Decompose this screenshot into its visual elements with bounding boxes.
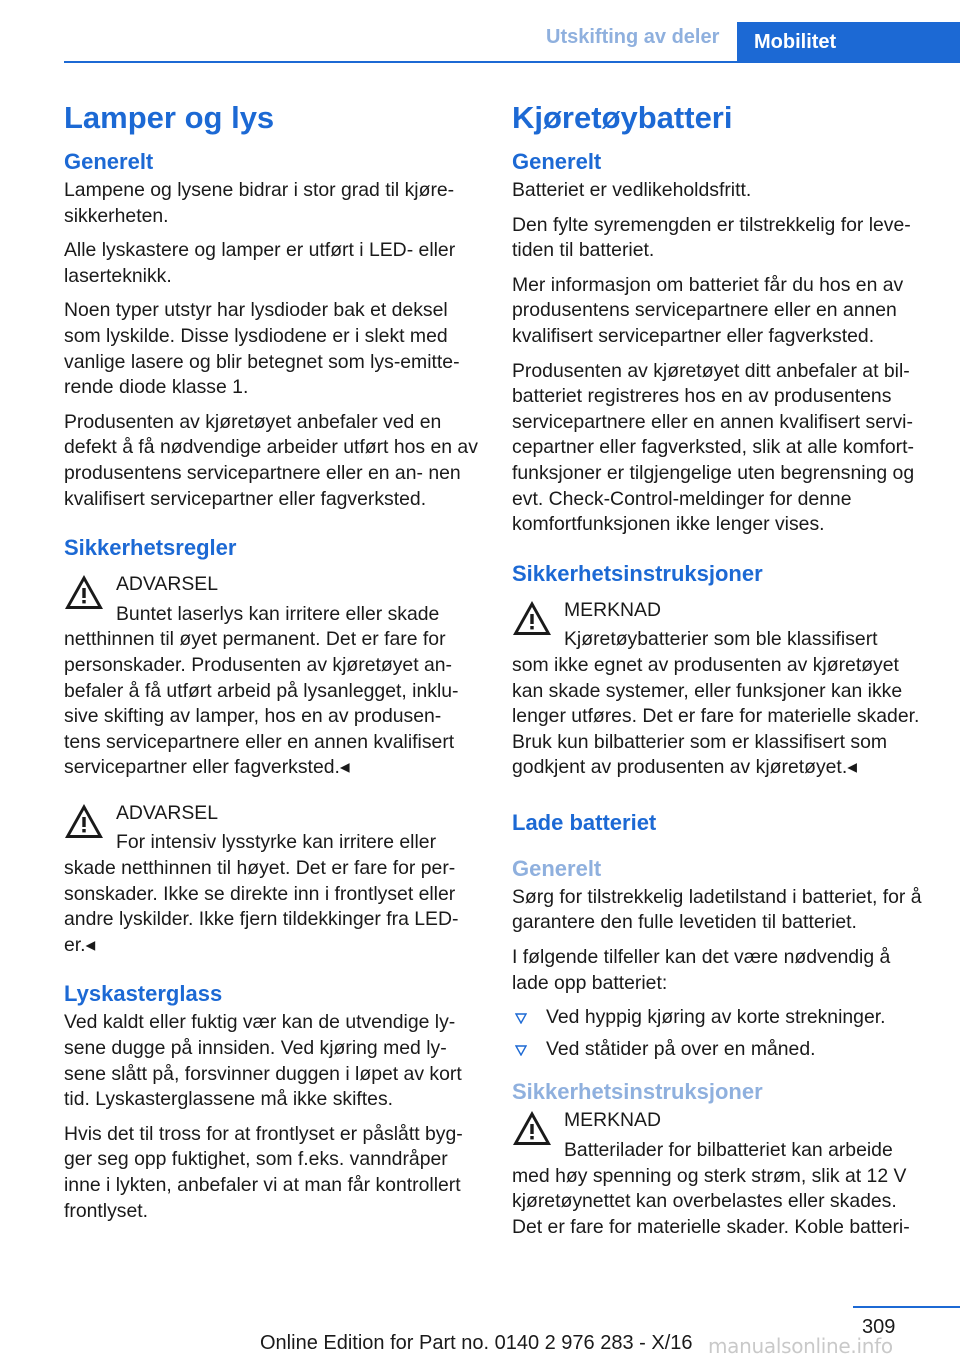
list-item-text: Ved hyppig kjøring av korte strekninger. xyxy=(546,1006,886,1029)
heading-charge-general: Generelt xyxy=(512,855,602,881)
warning-block xyxy=(64,801,482,959)
heading-headlight-glass: Lyskasterglass xyxy=(64,981,223,1007)
list-item-text: Ved ståtider på over en måned. xyxy=(546,1037,816,1060)
list-item xyxy=(512,1005,928,1031)
paragraph: Mer informasjon om batteriet får du hos en av produsentens servicepartnere eller en annen kvalifisert servicepartner eller fagverksted. xyxy=(512,273,904,347)
list-item xyxy=(512,1037,928,1063)
notice-text: som ikke egnet av produsenten av kjøretøyet kan skade systemer, eller funksjoner kan ikke lenger utføres. Det er fare for materielle skader. Bruk kun bilbatterier som er klassifisert som godkjent av produsenten av kjøretøyet.◂ xyxy=(512,653,920,779)
warning-label: ADVARSEL xyxy=(116,573,219,596)
warning-triangle-icon xyxy=(64,803,104,839)
warning-text: netthinnen til øyet permanent. Det er fare for personskader. Produsenten av kjøretøyet an- befaler å få utført arbeid på lysanlegget, inklu- sive skifting av lamper, hos en av produsen- tens servicepartnere eller en annen kvalifisert servicepartner eller fagverksted.◂ xyxy=(64,628,459,779)
page-number: 309 xyxy=(862,1316,896,1338)
heading-safety-instructions: Sikkerhetsinstruksjoner xyxy=(512,560,763,586)
heading-general: Generelt xyxy=(512,149,602,174)
paragraph: Produsenten av kjøretøyet anbefaler ved en defekt å få nødvendige arbeider utført hos en av produsentens servicepartnere eller en an- nen kvalifisert servicepartner eller fagverksted. xyxy=(64,410,478,510)
header-chapter-tab: Mobilitet xyxy=(737,22,960,62)
page-number-rule xyxy=(853,1306,960,1308)
notice-block xyxy=(512,1108,928,1240)
warning-block xyxy=(64,572,482,781)
heading-charge-safety: Sikkerhetsinstruksjoner xyxy=(512,1079,763,1105)
warning-text-first: For intensiv lysstyrke kan irritere eller xyxy=(116,831,437,854)
warning-text-first: Buntet laserlys kan irritere eller skade xyxy=(116,602,440,625)
right-column xyxy=(512,98,928,1260)
warning-label: ADVARSEL xyxy=(116,801,219,824)
paragraph: Lampene og lysene bidrar i stor grad til kjøre- sikkerheten. xyxy=(64,179,455,227)
paragraph: I følgende tilfeller kan det være nødvendig å lade opp batteriet: xyxy=(512,946,891,994)
paragraph: Sørg for tilstrekkelig ladetilstand i batteriet, for å garantere den fulle levetiden til batteriet. xyxy=(512,885,922,934)
notice-label: MERKNAD xyxy=(564,1109,661,1132)
warning-text: skade netthinnen til høyet. Det er fare for per- sonskader. Ikke se direkte inn i frontlyset eller andre lyskilder. Ikke fjern tildekkinger fra LED- er.◂ xyxy=(64,857,459,956)
warning-triangle-icon xyxy=(512,1110,552,1146)
header-section-title: Utskifting av deler xyxy=(546,26,720,48)
header-rule xyxy=(64,61,960,63)
paragraph: Alle lyskastere og lamper er utført i LED- eller laserteknikk. xyxy=(64,239,456,287)
paragraph: Den fylte syremengden er tilstrekkelig for leve- tiden til batteriet. xyxy=(512,213,911,262)
section-title-lamps: Lamper og lys xyxy=(64,100,275,135)
paragraph: Batteriet er vedlikeholdsfritt. xyxy=(512,179,752,201)
notice-text: med høy spenning og sterk strøm, slik at 12 V kjøretøynettet kan overbelastes eller skades. Det er fare for materielle skader. Koble batteri- xyxy=(512,1164,910,1238)
watermark: manualsonline.info xyxy=(708,1334,893,1358)
left-column xyxy=(64,98,482,1233)
edition-text: Online Edition for Part no. 0140 2 976 283 - X/16 xyxy=(260,1332,693,1354)
section-title-battery: Kjøretøybatteri xyxy=(512,100,733,135)
heading-charge-battery: Lade batteriet xyxy=(512,809,657,835)
warning-triangle-icon xyxy=(512,600,552,636)
triangle-arrow-icon xyxy=(515,1013,527,1024)
warning-triangle-icon xyxy=(64,574,104,610)
paragraph: Hvis det til tross for at frontlyset er påslått byg- ger seg opp fuktighet, som f.eks. vanndråper inne i lykten, anbefaler vi at man får kontrollert frontlyset. xyxy=(64,1122,463,1222)
heading-general: Generelt xyxy=(64,149,154,174)
triangle-arrow-icon xyxy=(515,1045,527,1056)
paragraph: Noen typer utstyr har lysdioder bak et deksel som lyskilde. Disse lysdiodene er i slekt med vanlige lasere og blir betegnet som lys-emitte- rende diode klasse 1. xyxy=(64,299,460,399)
paragraph: Produsenten av kjøretøyet ditt anbefaler at bil- batteriet registreres hos en av produsentens servicepartnere eller en annen kvalifisert servi- cepartner eller fagverksted, slik at alle komfort- funksjoner er tilgjengelige uten begrensning og evt. Check-Control-meldinger for denne komfortfunksjonen ikke lenger vises. xyxy=(512,359,915,536)
notice-text-first: Batterilader for bilbatteriet kan arbeide xyxy=(564,1139,893,1162)
bullet-list xyxy=(512,1005,928,1062)
notice-block xyxy=(512,598,928,781)
notice-label: MERKNAD xyxy=(564,598,661,621)
notice-text-first: Kjøretøybatterier som ble klassifisert xyxy=(564,628,878,651)
paragraph: Ved kaldt eller fuktig vær kan de utvendige ly- sene dugge på innsiden. Ved kjøring med ly- sene slått på, forsvinner duggen i løpet av kort tid. Lyskasterglassene må ikke skiftes. xyxy=(64,1011,462,1111)
heading-safety-rules: Sikkerhetsregler xyxy=(64,535,237,561)
